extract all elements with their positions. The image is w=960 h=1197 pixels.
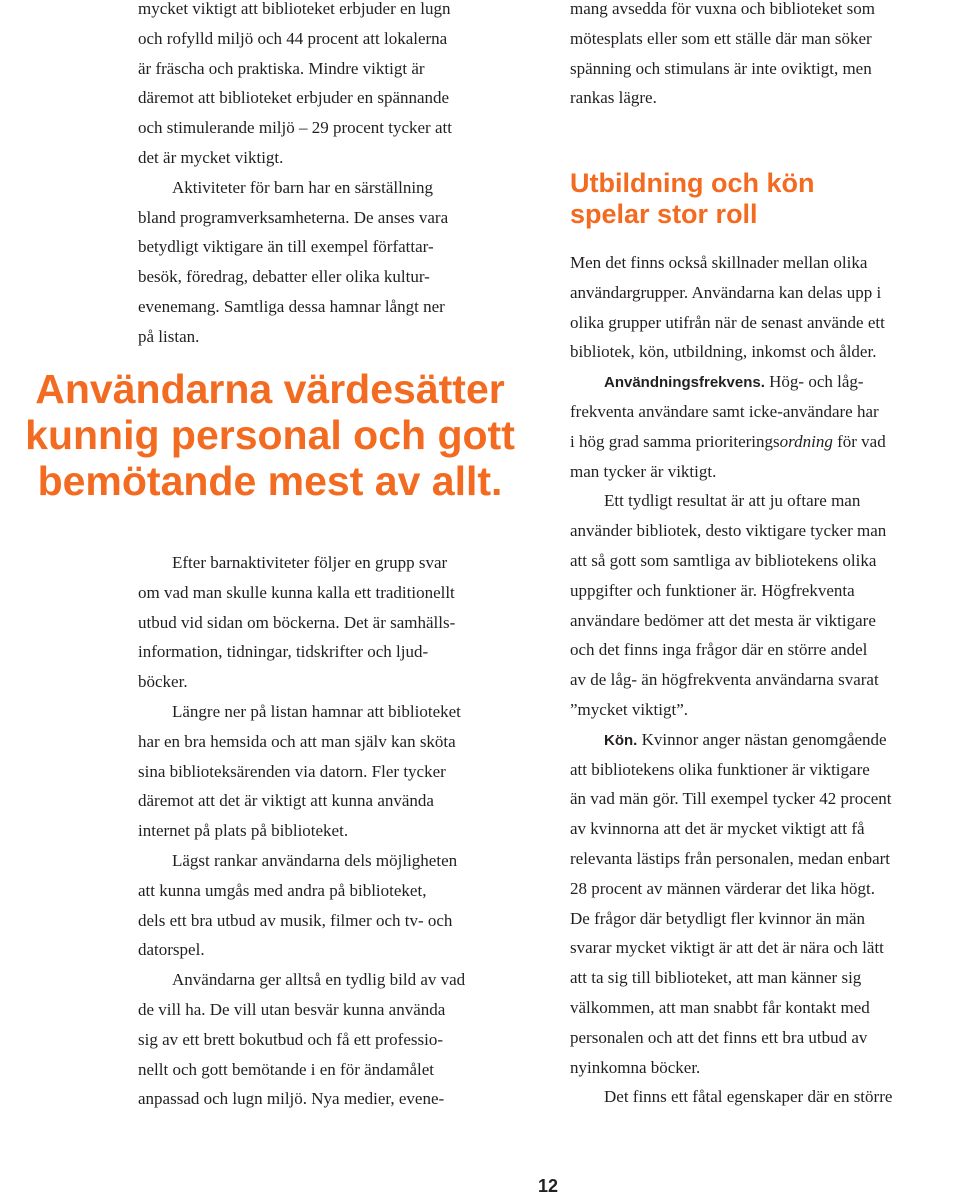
body-line: att bibliotekens olika funktioner är viktigare [570,759,870,779]
gender-label: Kön. [604,731,638,749]
body-line: 28 procent av männen värderar det lika högt. [570,878,875,898]
body-line: anpassad och lugn miljö. Nya medier, evene- [138,1089,445,1109]
body-line: besök, föredrag, debatter eller olika kultur- [138,267,430,287]
body-line: och stimulerande miljö – 29 procent tycker att [138,118,452,138]
body-line: Längre ner på listan hamnar att biblioteket [172,701,461,721]
body-line [570,725,960,755]
left-column-lower [138,548,538,1114]
body-line: dels ett bra utbud av musik, filmer och tv- och [138,910,453,930]
pull-quote-line: bemötande mest av allt. [37,458,503,504]
body-line: svarar mycket viktigt är att det är nära och lätt [570,938,884,958]
body-line: om vad man skulle kunna kalla ett traditionellt [138,582,455,602]
body-line: Ett tydligt resultat är att ju oftare man [604,491,861,511]
body-line: mang avsedda för vuxna och biblioteket som [570,0,875,18]
body-line: bibliotek, kön, utbildning, inkomst och ålder. [570,342,877,362]
body-line: De frågor där betydligt fler kvinnor än män [570,908,866,928]
body-line: av de låg- än högfrekventa användarna svarat [570,670,879,690]
body-line: sina biblioteksärenden via datorn. Fler tycker [138,761,446,781]
body-line: evenemang. Samtliga dessa hamnar långt ner [138,296,445,316]
body-line: spänning och stimulans är inte oviktigt, men [570,58,872,78]
body-line [570,367,960,397]
ordning-post: för vad [832,431,886,451]
right-column-lower [570,248,960,1112]
pull-quote-line: Användarna värdesätter [35,366,505,412]
body-line [570,427,960,457]
body-line: ”mycket viktigt”. [570,699,689,719]
section-heading-line: spelar stor roll [570,199,758,229]
body-line: rankas lägre. [570,88,657,108]
page-number: 12 [538,1176,559,1196]
body-line: Användarna ger alltså en tydlig bild av vad [172,970,466,990]
frequency-first-rest: Hög- och låg- [769,372,864,392]
body-line: mycket viktigt att biblioteket erbjuder en lugn [138,0,451,18]
ordning-pre: i hög grad samma prioriterings [570,431,780,451]
body-line: välkommen, att man snabbt får kontakt med [570,997,870,1017]
body-line: böcker. [138,672,188,692]
body-line: bland programverksamheterna. De anses vara [138,207,449,227]
body-line: frekventa användare samt icke-användare har [570,401,879,421]
body-line: information, tidningar, tidskrifter och ljud- [138,642,429,662]
body-line: att kunna umgås med andra på biblioteket, [138,880,427,900]
body-line: personalen och att det finns ett bra utbud av [570,1027,868,1047]
body-line: internet på plats på biblioteket. [138,821,349,841]
body-line: på listan. [138,326,200,346]
gender-first-rest: Kvinnor anger nästan genomgående [637,729,887,749]
body-line: än vad män gör. Till exempel tycker 42 procent [570,789,892,809]
body-line: att ta sig till biblioteket, att man känner sig [570,968,862,988]
body-line: har en bra hemsida och att man själv kan sköta [138,731,456,751]
pull-quote-line: kunnig personal och gott [25,412,515,458]
body-line: och rofylld miljö och 44 procent att lokalerna [138,28,448,48]
body-line: däremot att biblioteket erbjuder en spännande [138,88,450,108]
body-line: Lägst rankar användarna dels möjligheten [172,850,458,870]
body-line: utbud vid sidan om böckerna. Det är samhälls- [138,612,456,632]
body-line: mötesplats eller som ett ställe där man söker [570,28,872,48]
pull-quote [0,366,540,504]
body-line: Aktiviteter för barn har en särställning [172,177,434,197]
body-line: de vill ha. De vill utan besvär kunna använda [138,999,446,1019]
body-line: man tycker är viktigt. [570,461,717,481]
body-line: nellt och gott bemötande i en för ändamålet [138,1059,434,1079]
body-line: däremot att det är viktigt att kunna använda [138,791,434,811]
body-line: nyinkomna böcker. [570,1057,701,1077]
body-line: olika grupper utifrån när de senast använde ett [570,312,885,332]
body-line: datorspel. [138,940,205,960]
section-heading [570,168,814,230]
body-line: relevanta lästips från personalen, medan enbart [570,848,891,868]
left-column [138,0,538,352]
body-line: uppgifter och funktioner är. Högfrekventa [570,580,855,600]
body-line: att så gott som samtliga av bibliotekens olika [570,550,877,570]
body-line: och det finns inga frågor där en större andel [570,640,868,660]
body-line: betydligt viktigare än till exempel författar- [138,237,434,257]
body-line: sig av ett brett bokutbud och få ett professio- [138,1029,443,1049]
body-line: användare bedömer att det mesta är viktigare [570,610,876,630]
body-line: av kvinnorna att det är mycket viktigt att få [570,819,865,839]
body-line: använder bibliotek, desto viktigare tycker man [570,521,887,541]
ordning-italic: ordning [779,431,833,451]
body-line: är fräscha och praktiska. Mindre viktigt är [138,58,425,78]
body-line: Efter barnaktiviteter följer en grupp svar [172,553,448,572]
body-line: det är mycket viktigt. [138,147,284,167]
body-line: Det finns ett fåtal egenskaper där en större [604,1087,893,1107]
body-line: Men det finns också skillnader mellan olika [570,253,868,272]
section-heading-line: Utbildning och kön [570,168,815,198]
body-line: användargrupper. Användarna kan delas upp i [570,282,882,302]
right-column [570,0,960,113]
frequency-label: Användningsfrekvens. [604,374,765,392]
